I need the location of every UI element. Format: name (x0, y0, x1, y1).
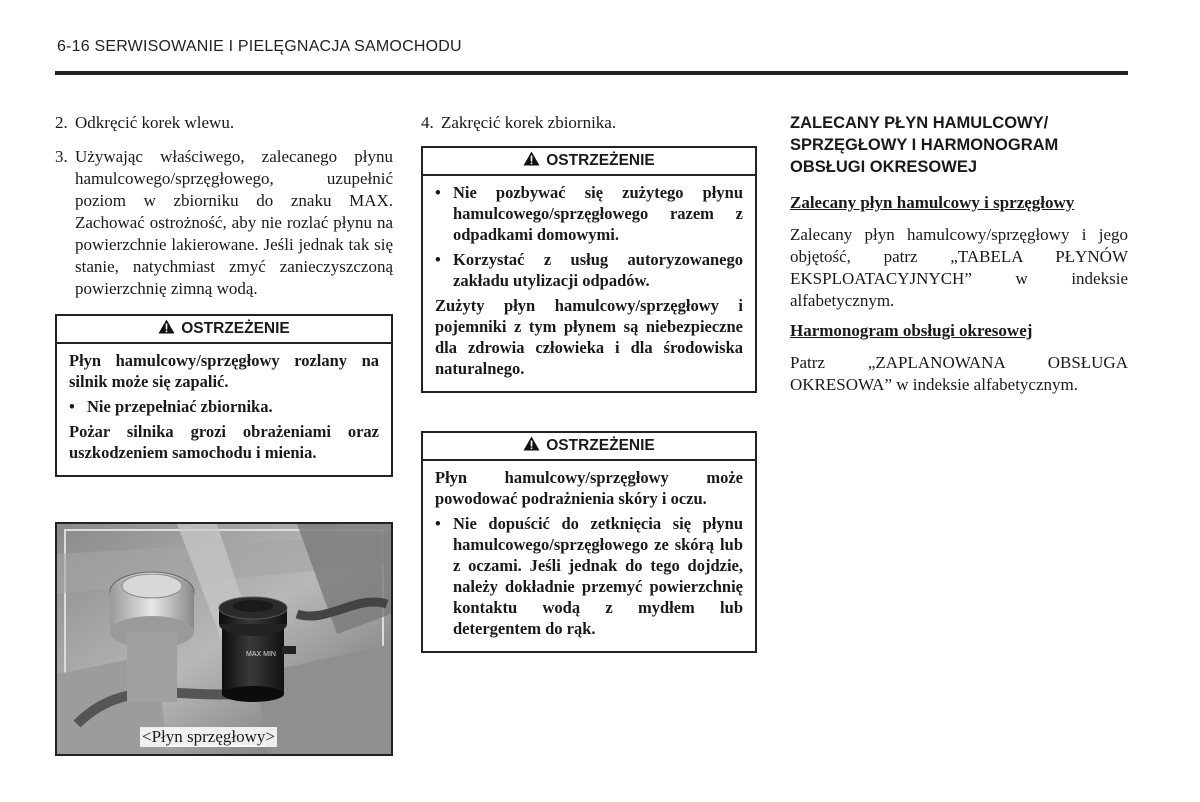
warning-header (423, 433, 755, 461)
column-right (790, 112, 1128, 404)
bullet-text: Nie dopuścić do zetknięcia się płynu hamulcowego/sprzęgłowego ze skórą lub z oczami. Jeśli jednak do tego dojdzie, należy dokładnie przemyć powierzchnię kontaktu wodą z mydłem lub detergentem do rąk. (453, 514, 743, 638)
step-text: Zakręcić korek zbiornika. (441, 113, 617, 132)
section-heading: ZALECANY PŁYN HAMULCOWY/ SPRZĘGŁOWY I HARMONOGRAM OBSŁUGI OKRESOWEJ (790, 114, 1059, 176)
warning-body (423, 176, 755, 391)
bullet-dot: • (69, 397, 75, 416)
paragraph-schedule: Patrz „ZAPLANOWANA OBSŁUGA OKRESOWA” w indeksie alfabetycznym. (790, 353, 1128, 394)
warning-box-disposal (421, 146, 757, 393)
step-number: 4. (421, 113, 434, 132)
warning-bullet (435, 182, 743, 245)
step-3 (55, 146, 393, 300)
warning-paragraph: Płyn hamulcowy/sprzęgłowy rozlany na silnik może się zapalić. (69, 351, 379, 391)
warning-bullet (435, 249, 743, 291)
clutch-fluid-reservoir-photo (55, 522, 393, 756)
warning-header (423, 148, 755, 176)
page-header-title: 6-16 SERWISOWANIE I PIELĘGNACJA SAMOCHODU (57, 38, 462, 55)
warning-title: OSTRZEŻENIE (546, 437, 655, 454)
warning-triangle-icon (523, 436, 540, 456)
header-rule (55, 71, 1128, 75)
reservoir-max-min-label: MAX MIN (246, 651, 276, 658)
step-number: 2. (55, 113, 68, 132)
warning-body (423, 461, 755, 651)
warning-triangle-icon (158, 319, 175, 339)
step-4 (421, 112, 757, 134)
warning-box-skin (421, 431, 757, 653)
engine-bay-illustration (57, 524, 391, 754)
warning-header (57, 316, 391, 344)
warning-bullet (69, 396, 379, 417)
warning-box-fire (55, 314, 393, 477)
bullet-text: Korzystać z usług autoryzowanego zakładu utylizacji odpadów. (453, 250, 743, 290)
step-2 (55, 112, 393, 134)
bullet-dot: • (435, 250, 441, 269)
paragraph-fluid: Zalecany płyn hamulcowy/sprzęgłowy i jego objętość, patrz „TABELA PŁYNÓW EKSPLOATACYJNYCH” w indeksie alfabetycznym. (790, 225, 1128, 310)
bullet-text: Nie przepełniać zbiornika. (87, 397, 273, 416)
warning-body (57, 344, 391, 475)
photo-caption: <Płyn sprzęgłowy> (142, 727, 275, 746)
warning-bullet (435, 513, 743, 639)
column-left (55, 112, 393, 477)
step-text: Odkręcić korek wlewu. (75, 113, 235, 132)
warning-title: OSTRZEŻENIE (546, 152, 655, 169)
warning-triangle-icon (523, 151, 540, 171)
bullet-text: Nie pozbywać się zużytego płynu hamulcowego/sprzęgłowego razem z odpadkami domowymi. (453, 183, 743, 244)
warning-paragraph: Zużyty płyn hamulcowy/sprzęgłowy i pojemniki z tym płynem są niebezpieczne dla zdrowia człowieka i dla środowiska naturalnego. (435, 296, 743, 378)
step-number: 3. (55, 147, 68, 166)
warning-title: OSTRZEŻENIE (181, 320, 290, 337)
bullet-dot: • (435, 183, 441, 202)
subsection-heading-schedule: Harmonogram obsługi okresowej (790, 321, 1033, 340)
step-text: Używając właściwego, zalecanego płynu hamulcowego/sprzęgłowego, uzupełnić poziom w zbiorniku do znaku MAX. Zachować ostrożność, aby nie rozlać płynu na powierzchnie lakierowane. Jeśli jednak tak się stanie, natychmiast zmyć zanieczyszczoną powierzchnię zimną wodą. (75, 147, 393, 298)
warning-paragraph: Płyn hamulcowy/sprzęgłowy może powodować podrażnienia skóry i oczu. (435, 468, 743, 508)
warning-paragraph: Pożar silnika grozi obrażeniami oraz uszkodzeniem samochodu i mienia. (69, 422, 379, 462)
column-middle (421, 112, 757, 653)
subsection-heading-fluid: Zalecany płyn hamulcowy i sprzęgłowy (790, 193, 1075, 212)
bullet-dot: • (435, 514, 441, 533)
